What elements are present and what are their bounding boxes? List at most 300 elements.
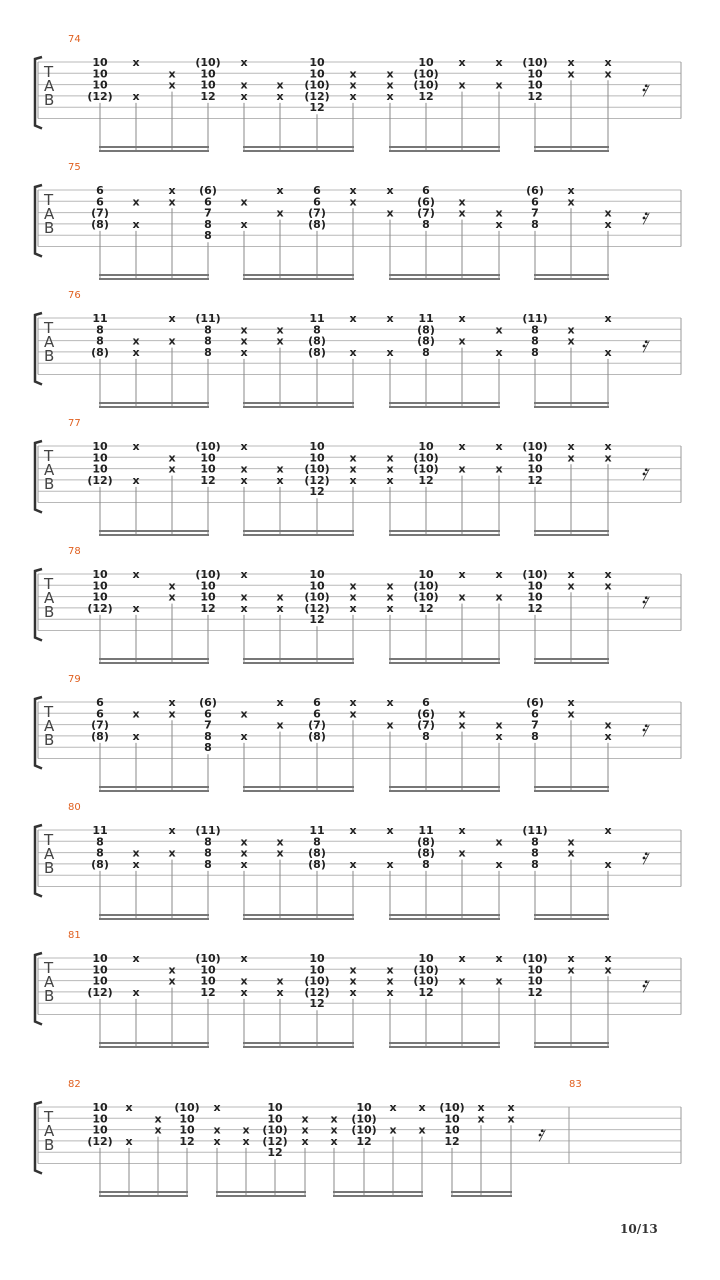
muted-note: x <box>240 462 248 476</box>
muted-note: x <box>132 56 140 69</box>
muted-note: x <box>604 56 612 69</box>
muted-note: x <box>240 89 248 103</box>
sixteenth-rest: 𝄿 <box>640 845 648 870</box>
muted-note: x <box>604 440 612 453</box>
fret-number: (10) <box>195 568 221 581</box>
muted-note: x <box>240 568 248 581</box>
muted-note: x <box>386 963 394 977</box>
muted-note: x <box>276 985 284 999</box>
fret-number: 10 <box>92 451 108 465</box>
fret-number: 8 <box>531 857 539 871</box>
fret-number: 10 <box>309 963 325 977</box>
fret-number: 10 <box>179 1112 195 1126</box>
fret-number: 10 <box>527 462 543 476</box>
fret-number: (10) <box>195 952 221 965</box>
muted-note: x <box>168 451 176 465</box>
muted-note: x <box>276 206 284 220</box>
fret-number: 8 <box>531 729 539 743</box>
fret-number: 12 <box>527 473 543 487</box>
fret-number: 10 <box>200 963 216 977</box>
muted-note: x <box>132 89 140 103</box>
tab-system <box>35 418 681 535</box>
tab-system <box>35 802 681 919</box>
tab-system <box>35 290 681 407</box>
muted-note: x <box>349 601 357 615</box>
fret-number: 12 <box>527 985 543 999</box>
fret-number: (10) <box>413 974 439 988</box>
tab-clef-letter: T <box>44 959 54 977</box>
fret-number: 12 <box>200 89 216 103</box>
muted-note: x <box>495 718 503 732</box>
muted-note: x <box>276 835 284 849</box>
muted-note: x <box>132 952 140 965</box>
fret-number: 6 <box>531 707 539 721</box>
fret-number: 10 <box>92 440 108 453</box>
muted-note: x <box>495 952 503 965</box>
muted-note: x <box>495 78 503 92</box>
muted-note: x <box>349 824 357 837</box>
muted-note: x <box>567 707 575 721</box>
fret-number: 10 <box>527 451 543 465</box>
muted-note: x <box>386 451 394 465</box>
tab-clef-letter: A <box>44 77 55 95</box>
muted-note: x <box>240 601 248 615</box>
muted-note: x <box>168 78 176 92</box>
fret-number: (12) <box>87 985 113 999</box>
fret-number: 10 <box>92 952 108 965</box>
muted-note: x <box>349 451 357 465</box>
fret-number: 10 <box>92 590 108 604</box>
fret-number: 8 <box>531 345 539 359</box>
muted-note: x <box>386 718 394 732</box>
muted-note: x <box>495 974 503 988</box>
fret-number: 10 <box>179 1123 195 1137</box>
fret-number: 8 <box>204 835 212 849</box>
muted-note: x <box>240 323 248 337</box>
muted-note: x <box>349 963 357 977</box>
fret-number: 6 <box>96 696 104 709</box>
muted-note: x <box>389 1101 397 1114</box>
muted-note: x <box>458 707 466 721</box>
fret-number: 12 <box>309 485 325 499</box>
fret-number: 6 <box>313 184 321 197</box>
fret-number: (8) <box>91 217 109 231</box>
fret-number: 11 <box>92 312 108 325</box>
muted-note: x <box>418 1123 426 1137</box>
muted-note: x <box>132 857 140 871</box>
fret-number: 10 <box>527 963 543 977</box>
muted-note: x <box>276 78 284 92</box>
fret-number: 8 <box>96 835 104 849</box>
tab-system <box>35 34 681 151</box>
tab-clef-letter: T <box>44 575 54 593</box>
tab-clef-letter: B <box>44 859 55 877</box>
fret-number: (8) <box>308 729 326 743</box>
muted-note: x <box>458 846 466 860</box>
tab-clef-letter: B <box>44 603 55 621</box>
fret-number: 12 <box>527 601 543 615</box>
muted-note: x <box>240 217 248 231</box>
muted-note: x <box>567 184 575 197</box>
muted-note: x <box>567 67 575 81</box>
fret-number: 7 <box>531 718 539 732</box>
fret-number: 10 <box>309 568 325 581</box>
fret-number: 12 <box>418 601 434 615</box>
muted-note: x <box>495 345 503 359</box>
fret-number: 10 <box>92 462 108 476</box>
muted-note: x <box>276 334 284 348</box>
muted-note: x <box>330 1123 338 1137</box>
muted-note: x <box>132 440 140 453</box>
muted-note: x <box>604 312 612 325</box>
fret-number: 6 <box>313 195 321 209</box>
muted-note: x <box>168 696 176 709</box>
fret-number: (8) <box>308 857 326 871</box>
muted-note: x <box>604 579 612 593</box>
muted-note: x <box>604 963 612 977</box>
fret-number: 8 <box>313 835 321 849</box>
fret-number: 10 <box>200 974 216 988</box>
fret-number: 10 <box>527 78 543 92</box>
fret-number: (8) <box>417 846 435 860</box>
muted-note: x <box>276 974 284 988</box>
fret-number: 10 <box>200 451 216 465</box>
muted-note: x <box>240 345 248 359</box>
muted-note: x <box>349 89 357 103</box>
fret-number: (12) <box>87 1134 113 1148</box>
fret-number: 10 <box>92 579 108 593</box>
muted-note: x <box>154 1112 162 1126</box>
fret-number: (10) <box>413 67 439 81</box>
muted-note: x <box>168 974 176 988</box>
fret-number: 12 <box>200 601 216 615</box>
fret-number: 6 <box>422 184 430 197</box>
sixteenth-rest: 𝄿 <box>640 717 648 742</box>
muted-note: x <box>458 312 466 325</box>
fret-number: 8 <box>204 741 212 755</box>
measure-number: 79 <box>68 674 81 685</box>
muted-note: x <box>240 952 248 965</box>
muted-note: x <box>386 462 394 476</box>
fret-number: 7 <box>531 206 539 220</box>
fret-number: (12) <box>304 89 330 103</box>
fret-number: 10 <box>200 590 216 604</box>
muted-note: x <box>495 835 503 849</box>
muted-note: x <box>242 1134 250 1148</box>
fret-number: 6 <box>313 707 321 721</box>
fret-number: 8 <box>96 334 104 348</box>
fret-number: 12 <box>267 1146 283 1160</box>
fret-number: 6 <box>204 195 212 209</box>
fret-number: 11 <box>309 312 325 325</box>
fret-number: 10 <box>309 67 325 81</box>
muted-note: x <box>276 184 284 197</box>
muted-note: x <box>458 590 466 604</box>
muted-note: x <box>132 195 140 209</box>
muted-note: x <box>604 217 612 231</box>
fret-number: 10 <box>92 568 108 581</box>
muted-note: x <box>276 89 284 103</box>
fret-number: 10 <box>92 56 108 69</box>
muted-note: x <box>458 718 466 732</box>
fret-number: 12 <box>309 997 325 1011</box>
fret-number: (10) <box>413 963 439 977</box>
muted-note: x <box>349 696 357 709</box>
fret-number: 10 <box>356 1101 372 1114</box>
tab-system <box>35 546 681 663</box>
muted-note: x <box>168 312 176 325</box>
muted-note: x <box>458 78 466 92</box>
muted-note: x <box>349 857 357 871</box>
fret-number: 10 <box>418 56 434 69</box>
muted-note: x <box>386 824 394 837</box>
muted-note: x <box>330 1112 338 1126</box>
muted-note: x <box>567 440 575 453</box>
muted-note: x <box>276 718 284 732</box>
fret-number: 12 <box>200 473 216 487</box>
muted-note: x <box>276 846 284 860</box>
tab-clef-letter: B <box>44 91 55 109</box>
fret-number: 10 <box>444 1112 460 1126</box>
fret-number: 11 <box>418 824 434 837</box>
fret-number: 10 <box>92 1112 108 1126</box>
muted-note: x <box>604 345 612 359</box>
fret-number: (8) <box>308 217 326 231</box>
fret-number: 12 <box>179 1134 195 1148</box>
muted-note: x <box>301 1134 309 1148</box>
fret-number: 12 <box>418 89 434 103</box>
fret-number: 11 <box>309 824 325 837</box>
muted-note: x <box>168 195 176 209</box>
muted-note: x <box>458 974 466 988</box>
fret-number: 12 <box>309 613 325 627</box>
muted-note: x <box>458 206 466 220</box>
muted-note: x <box>168 67 176 81</box>
muted-note: x <box>301 1112 309 1126</box>
fret-number: 8 <box>422 217 430 231</box>
muted-note: x <box>168 462 176 476</box>
muted-note: x <box>132 985 140 999</box>
fret-number: 6 <box>422 696 430 709</box>
tab-clef-letter: B <box>44 987 55 1005</box>
fret-number: 10 <box>92 78 108 92</box>
sixteenth-rest: 𝄿 <box>640 77 648 102</box>
fret-number: (8) <box>417 323 435 337</box>
muted-note: x <box>349 312 357 325</box>
fret-number: 12 <box>444 1134 460 1148</box>
muted-note: x <box>386 345 394 359</box>
fret-number: (12) <box>87 473 113 487</box>
muted-note: x <box>132 707 140 721</box>
fret-number: (10) <box>413 579 439 593</box>
tab-clef-letter: B <box>44 1136 55 1154</box>
fret-number: (10) <box>174 1101 200 1114</box>
fret-number: 10 <box>200 78 216 92</box>
fret-number: (11) <box>522 824 548 837</box>
fret-number: (10) <box>413 462 439 476</box>
fret-number: 8 <box>204 857 212 871</box>
tab-system <box>35 1079 681 1196</box>
muted-note: x <box>477 1112 485 1126</box>
fret-number: 12 <box>200 985 216 999</box>
fret-number: 8 <box>313 323 321 337</box>
muted-note: x <box>567 963 575 977</box>
tab-clef-letter: T <box>44 447 54 465</box>
fret-number: (6) <box>417 195 435 209</box>
muted-note: x <box>567 195 575 209</box>
fret-number: 7 <box>204 718 212 732</box>
fret-number: 10 <box>267 1101 283 1114</box>
muted-note: x <box>132 217 140 231</box>
muted-note: x <box>125 1134 133 1148</box>
fret-number: (10) <box>522 568 548 581</box>
muted-note: x <box>458 56 466 69</box>
muted-note: x <box>276 462 284 476</box>
muted-note: x <box>567 568 575 581</box>
muted-note: x <box>386 473 394 487</box>
fret-number: 7 <box>204 206 212 220</box>
measure-number: 83 <box>569 1079 582 1090</box>
muted-note: x <box>349 78 357 92</box>
muted-note: x <box>213 1123 221 1137</box>
fret-number: (7) <box>308 718 326 732</box>
muted-note: x <box>604 824 612 837</box>
muted-note: x <box>567 696 575 709</box>
muted-note: x <box>418 1101 426 1114</box>
muted-note: x <box>495 462 503 476</box>
fret-number: 10 <box>200 462 216 476</box>
muted-note: x <box>477 1101 485 1114</box>
measure-number: 82 <box>68 1079 81 1090</box>
tab-clef-letter: T <box>44 319 54 337</box>
fret-number: 8 <box>422 345 430 359</box>
muted-note: x <box>389 1123 397 1137</box>
muted-note: x <box>240 729 248 743</box>
muted-note: x <box>301 1123 309 1137</box>
fret-number: 10 <box>309 440 325 453</box>
muted-note: x <box>567 451 575 465</box>
muted-note: x <box>458 462 466 476</box>
fret-number: 6 <box>96 707 104 721</box>
fret-number: (8) <box>308 345 326 359</box>
muted-note: x <box>240 835 248 849</box>
fret-number: (8) <box>308 334 326 348</box>
measure-number: 75 <box>68 162 81 173</box>
muted-note: x <box>567 56 575 69</box>
fret-number: 10 <box>200 67 216 81</box>
fret-number: (11) <box>522 312 548 325</box>
tab-clef-letter: A <box>44 973 55 991</box>
muted-note: x <box>240 440 248 453</box>
muted-note: x <box>349 579 357 593</box>
muted-note: x <box>567 846 575 860</box>
muted-note: x <box>168 824 176 837</box>
muted-note: x <box>495 323 503 337</box>
muted-note: x <box>168 707 176 721</box>
measure-number: 77 <box>68 418 81 429</box>
fret-number: 6 <box>96 184 104 197</box>
muted-note: x <box>386 985 394 999</box>
muted-note: x <box>168 334 176 348</box>
muted-note: x <box>168 963 176 977</box>
muted-note: x <box>132 473 140 487</box>
muted-note: x <box>604 568 612 581</box>
fret-number: 10 <box>200 579 216 593</box>
muted-note: x <box>386 78 394 92</box>
fret-number: (12) <box>304 473 330 487</box>
fret-number: 10 <box>418 440 434 453</box>
fret-number: (10) <box>522 56 548 69</box>
sixteenth-rest: 𝄿 <box>640 333 648 358</box>
muted-note: x <box>349 974 357 988</box>
fret-number: 6 <box>96 195 104 209</box>
muted-note: x <box>386 312 394 325</box>
tab-clef-letter: A <box>44 589 55 607</box>
muted-note: x <box>386 590 394 604</box>
muted-note: x <box>132 846 140 860</box>
fret-number: (6) <box>417 707 435 721</box>
fret-number: (10) <box>351 1112 377 1126</box>
muted-note: x <box>168 184 176 197</box>
muted-note: x <box>276 590 284 604</box>
fret-number: 6 <box>204 707 212 721</box>
tab-system <box>35 162 681 279</box>
fret-number: (12) <box>304 601 330 615</box>
muted-note: x <box>240 974 248 988</box>
fret-number: (10) <box>195 56 221 69</box>
muted-note: x <box>567 334 575 348</box>
sixteenth-rest: 𝄿 <box>640 205 648 230</box>
muted-note: x <box>276 323 284 337</box>
fret-number: (7) <box>91 718 109 732</box>
muted-note: x <box>495 729 503 743</box>
tab-clef-letter: B <box>44 475 55 493</box>
muted-note: x <box>240 857 248 871</box>
muted-note: x <box>349 195 357 209</box>
fret-number: 10 <box>92 1123 108 1137</box>
muted-note: x <box>132 601 140 615</box>
muted-note: x <box>458 195 466 209</box>
fret-number: (7) <box>308 206 326 220</box>
muted-note: x <box>240 985 248 999</box>
fret-number: (10) <box>304 974 330 988</box>
fret-number: 8 <box>204 345 212 359</box>
muted-note: x <box>132 568 140 581</box>
tab-system <box>35 674 681 791</box>
fret-number: 11 <box>418 312 434 325</box>
fret-number: 10 <box>309 579 325 593</box>
muted-note: x <box>240 473 248 487</box>
muted-note: x <box>349 590 357 604</box>
muted-note: x <box>507 1101 515 1114</box>
fret-number: 10 <box>527 590 543 604</box>
muted-note: x <box>386 974 394 988</box>
muted-note: x <box>458 440 466 453</box>
muted-note: x <box>604 729 612 743</box>
measure-number: 74 <box>68 34 81 45</box>
muted-note: x <box>349 345 357 359</box>
muted-note: x <box>240 78 248 92</box>
muted-note: x <box>386 89 394 103</box>
muted-note: x <box>168 846 176 860</box>
muted-note: x <box>240 195 248 209</box>
tab-clef-letter: B <box>44 347 55 365</box>
fret-number: 8 <box>531 323 539 337</box>
fret-number: (8) <box>417 334 435 348</box>
fret-number: 8 <box>204 334 212 348</box>
muted-note: x <box>242 1123 250 1137</box>
muted-note: x <box>567 952 575 965</box>
